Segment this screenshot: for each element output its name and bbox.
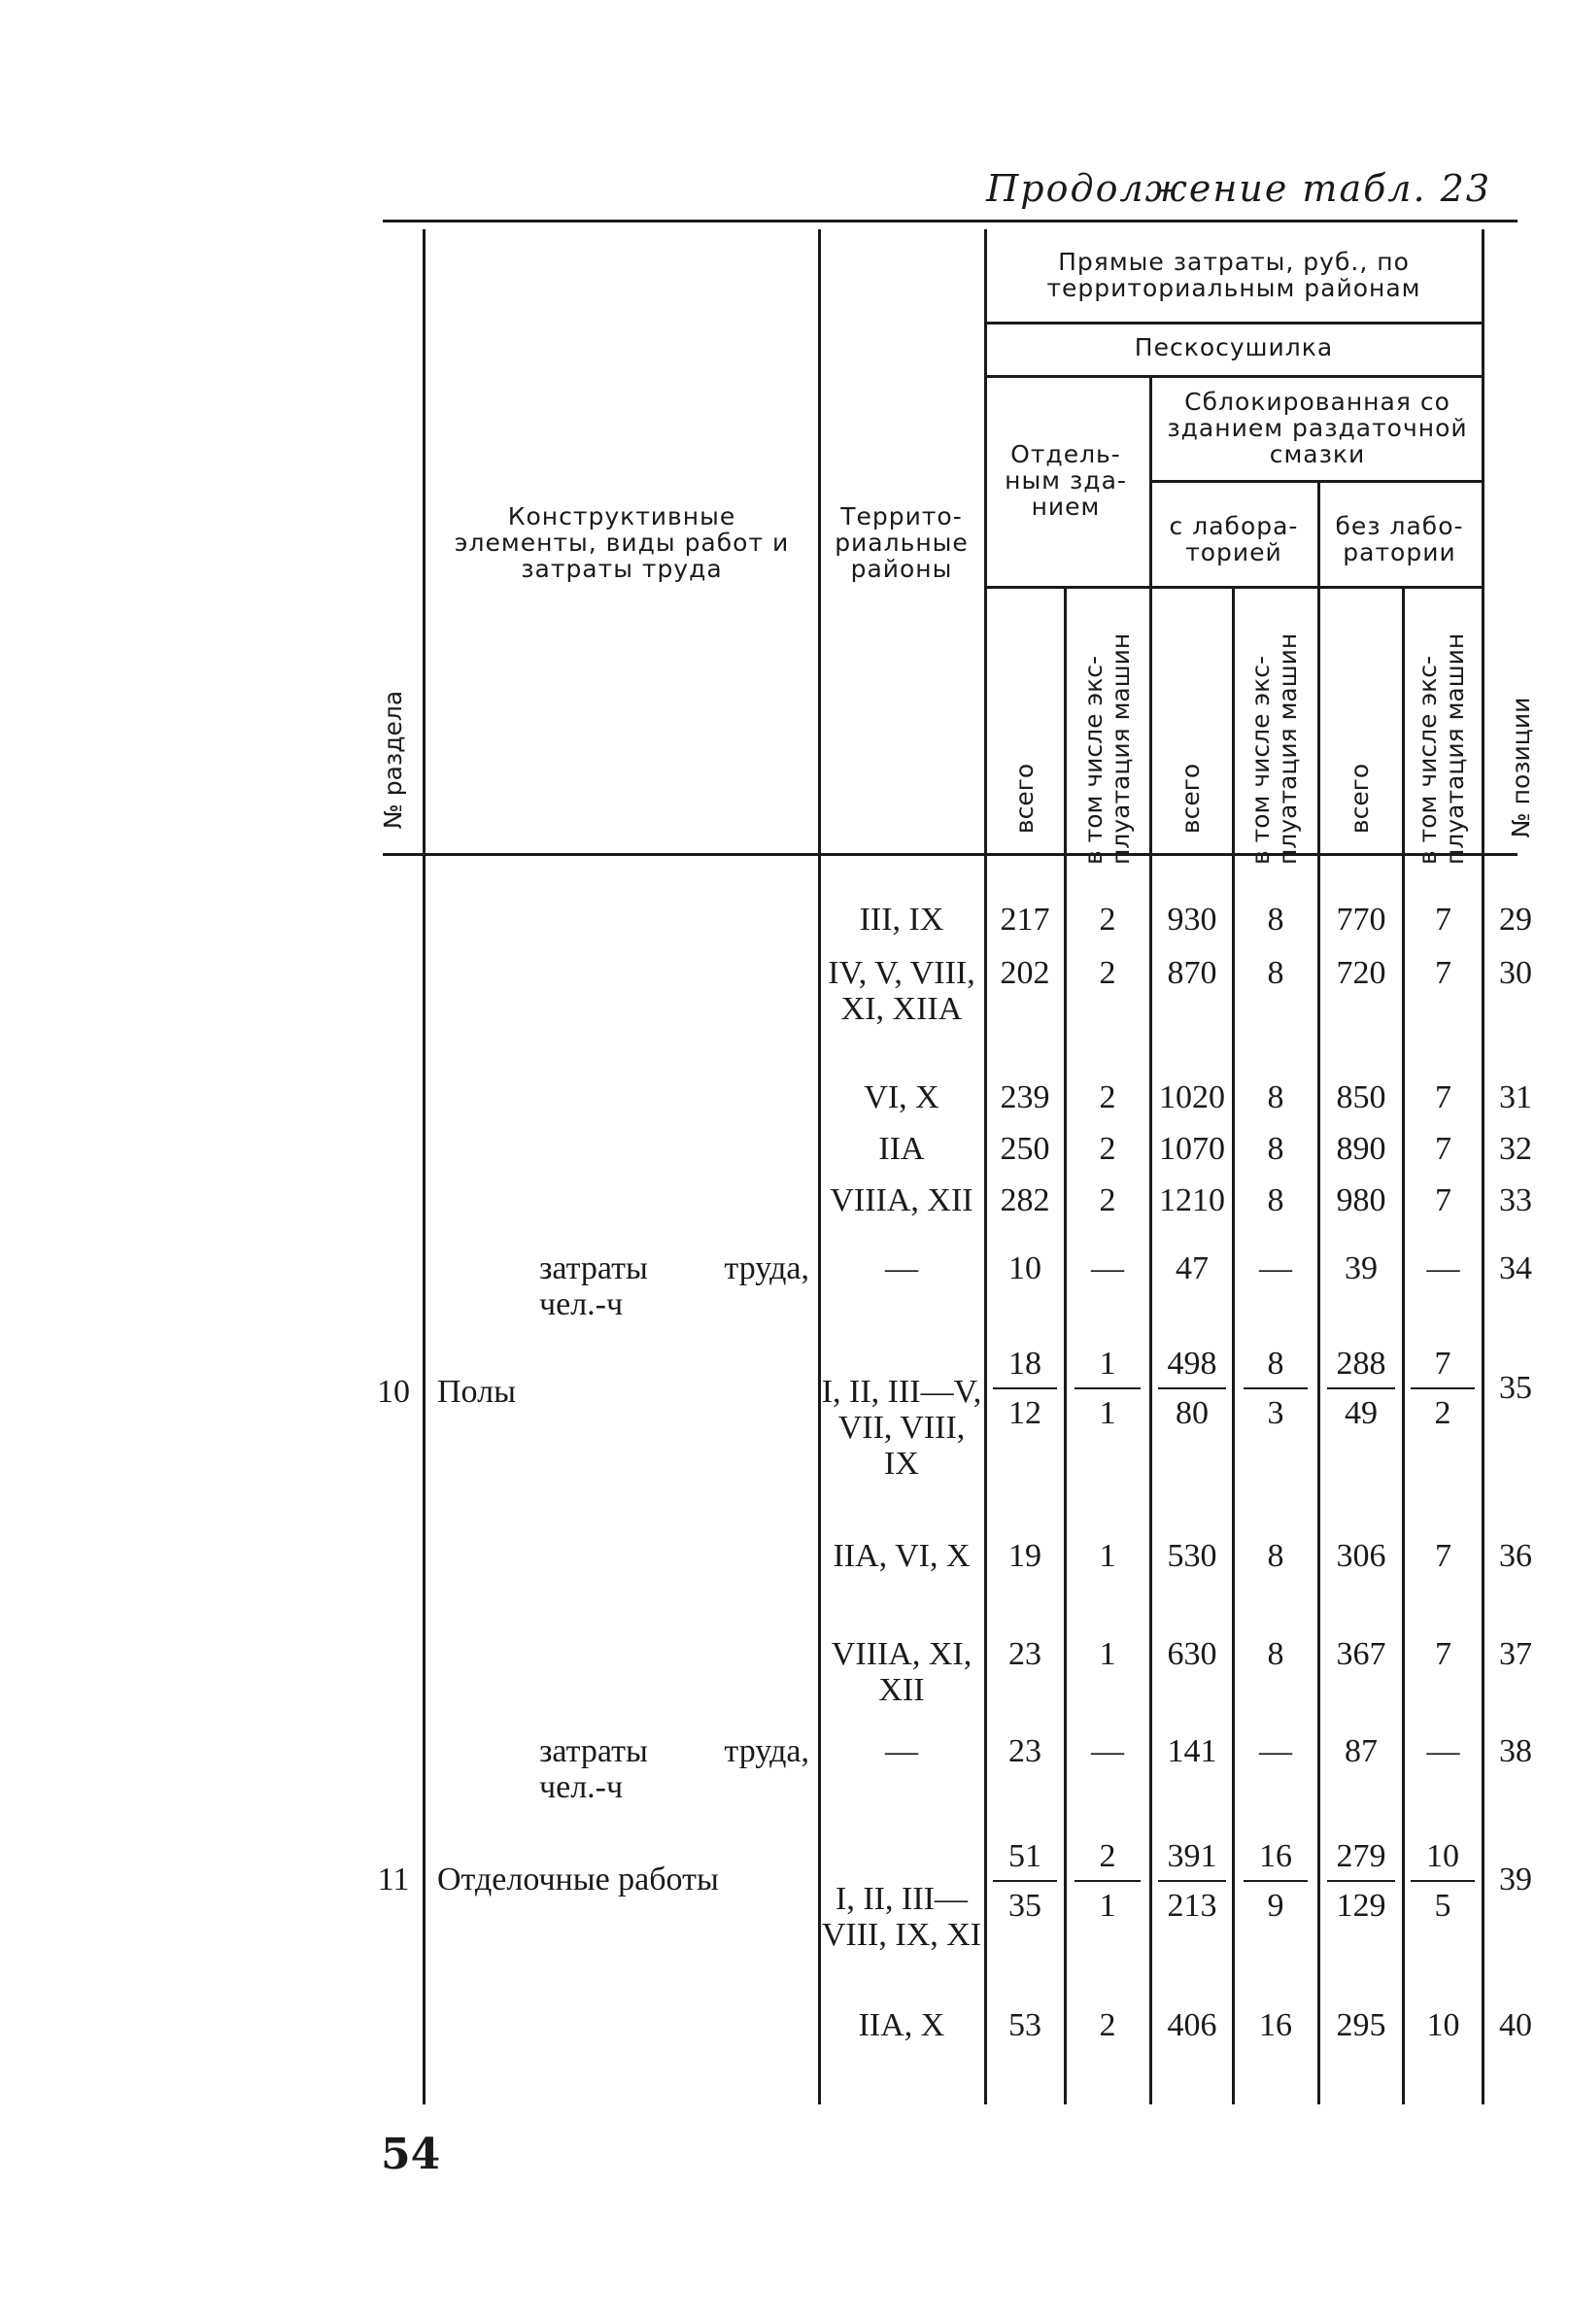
fraction-cell: [1411, 1838, 1475, 1924]
rule-under-sand-dryer: [986, 375, 1482, 378]
value-cell: 8: [1267, 1079, 1284, 1115]
labor-cost-label: затраты труда, чел.-ч: [539, 1250, 809, 1322]
header-with-lab: с лабора-торией: [1169, 512, 1299, 566]
value-cell: —: [1259, 1250, 1292, 1286]
value-cell: 7: [1435, 1538, 1451, 1574]
value-cell: 2: [1099, 1131, 1116, 1167]
value-cell: 406: [1167, 2007, 1217, 2043]
value-cell: 23: [1008, 1733, 1041, 1769]
value-cell: 8: [1267, 955, 1284, 991]
fraction-numerator: 279: [1327, 1838, 1395, 1882]
value-cell: 930: [1167, 902, 1217, 938]
fraction-denominator: 5: [1434, 1888, 1451, 1924]
region-cell: I, II, III—VIII, IX, XI: [821, 1881, 982, 1953]
position-cell: 37: [1499, 1636, 1532, 1672]
col-divider-6: [1232, 588, 1235, 2104]
region-cell: IIA: [878, 1131, 925, 1167]
fraction-cell: [1411, 1346, 1475, 1431]
value-cell: 2: [1099, 2007, 1116, 2043]
value-cell: 980: [1336, 1182, 1386, 1218]
value-cell: 8: [1267, 1636, 1284, 1672]
col-divider-3: [984, 229, 987, 2104]
header-section-no: № раздела: [379, 690, 407, 830]
value-cell: 10: [1426, 2007, 1460, 2043]
value-cell: 87: [1345, 1733, 1378, 1769]
fraction-cell: [1074, 1346, 1141, 1431]
position-cell: 36: [1499, 1538, 1532, 1574]
rule-under-direct-costs: [986, 322, 1482, 325]
col-divider-4: [1064, 588, 1067, 2104]
value-cell: 47: [1176, 1250, 1209, 1286]
region-cell: IIA, VI, X: [833, 1538, 971, 1574]
page-number: 54: [381, 2130, 441, 2179]
value-cell: 7: [1435, 955, 1451, 991]
value-cell: 141: [1167, 1733, 1217, 1769]
fraction-denominator: 12: [1008, 1395, 1041, 1431]
fraction-denominator: 35: [1008, 1888, 1041, 1924]
value-cell: 1: [1099, 1636, 1116, 1672]
value-cell: 367: [1336, 1636, 1386, 1672]
position-cell: 30: [1499, 955, 1532, 991]
value-cell: 1: [1099, 1538, 1116, 1574]
value-cell: —: [1426, 1250, 1460, 1286]
header-incl-machines-1: в том числе экс-плуатация машин: [1079, 632, 1135, 865]
value-cell: 1020: [1159, 1079, 1225, 1115]
value-cell: —: [1259, 1733, 1292, 1769]
region-cell: —: [885, 1733, 918, 1769]
value-cell: 720: [1336, 955, 1386, 991]
value-cell: 250: [1000, 1131, 1050, 1167]
value-cell: 39: [1345, 1250, 1378, 1286]
section-no: 11: [377, 1862, 410, 1897]
region-cell: IV, V, VIII, XI, XIIA: [828, 955, 975, 1027]
value-cell: 2: [1099, 1182, 1116, 1218]
section-no: 10: [377, 1374, 410, 1410]
header-direct-costs: Прямые затраты, руб., по территориальным районам: [1046, 248, 1421, 302]
position-cell: 31: [1499, 1079, 1532, 1115]
col-divider-7: [1317, 483, 1320, 2104]
position-cell: 32: [1499, 1131, 1532, 1167]
value-cell: 7: [1435, 1636, 1451, 1672]
header-elements: Конструктивные элементы, виды работ и затраты труда: [454, 502, 790, 583]
value-cell: 282: [1000, 1182, 1050, 1218]
header-total-3: всего: [1346, 763, 1374, 835]
header-separate-building: Отдель-ным зда-нием: [1005, 440, 1127, 521]
fraction-numerator: 10: [1411, 1838, 1475, 1882]
value-cell: 23: [1008, 1636, 1041, 1672]
value-cell: 8: [1267, 1538, 1284, 1574]
region-cell: VIIIA, XI, XII: [831, 1636, 972, 1708]
value-cell: 1210: [1159, 1182, 1225, 1218]
fraction-denominator: 213: [1167, 1888, 1217, 1924]
value-cell: 2: [1099, 1079, 1116, 1115]
header-total-1: всего: [1010, 763, 1039, 835]
fraction-denominator: 1: [1099, 1888, 1116, 1924]
fraction-numerator: 18: [993, 1346, 1057, 1389]
fraction-numerator: 1: [1074, 1346, 1141, 1389]
fraction-denominator: 9: [1267, 1888, 1284, 1924]
value-cell: 770: [1336, 902, 1386, 938]
fraction-numerator: 391: [1158, 1838, 1226, 1882]
header-without-lab: без лабо-ратории: [1335, 512, 1464, 566]
fraction-numerator: 8: [1244, 1346, 1308, 1389]
table-top-rule: [383, 220, 1518, 222]
fraction-denominator: 80: [1176, 1395, 1209, 1431]
value-cell: 16: [1259, 2007, 1292, 2043]
table-header-bottom-rule: [383, 853, 1518, 856]
region-cell: I, II, III—V, VII, VIII, IX: [821, 1374, 982, 1482]
header-position-no: № позиции: [1507, 697, 1535, 838]
fraction-denominator: 49: [1345, 1395, 1378, 1431]
section-name: Отделочные работы: [437, 1862, 719, 1897]
position-cell: 33: [1499, 1182, 1532, 1218]
position-cell: 39: [1499, 1862, 1532, 1897]
value-cell: 870: [1167, 955, 1217, 991]
value-cell: 1070: [1159, 1131, 1225, 1167]
fraction-numerator: 288: [1327, 1346, 1395, 1389]
header-sand-dryer: Пескосушилка: [1134, 333, 1334, 361]
value-cell: —: [1426, 1733, 1460, 1769]
fraction-numerator: 2: [1074, 1838, 1141, 1882]
position-cell: 40: [1499, 2007, 1532, 2043]
fraction-numerator: 16: [1244, 1838, 1308, 1882]
value-cell: 7: [1435, 1182, 1451, 1218]
value-cell: 10: [1008, 1250, 1041, 1286]
fraction-numerator: 7: [1411, 1346, 1475, 1389]
fraction-cell: [993, 1346, 1057, 1431]
fraction-cell: [993, 1838, 1057, 1924]
table-caption: Продолжение табл. 23: [986, 167, 1491, 210]
fraction-cell: [1244, 1346, 1308, 1431]
value-cell: 2: [1099, 955, 1116, 991]
labor-cost-label: затраты труда, чел.-ч: [539, 1733, 809, 1805]
fraction-denominator: 129: [1336, 1888, 1386, 1924]
position-cell: 34: [1499, 1250, 1532, 1286]
region-cell: III, IX: [859, 902, 944, 938]
value-cell: 8: [1267, 1182, 1284, 1218]
fraction-denominator: 1: [1099, 1395, 1116, 1431]
value-cell: 19: [1008, 1538, 1041, 1574]
value-cell: 202: [1000, 955, 1050, 991]
value-cell: 7: [1435, 1079, 1451, 1115]
col-divider-9: [1482, 229, 1484, 2104]
region-cell: VI, X: [864, 1079, 939, 1115]
fraction-cell: [1244, 1838, 1308, 1924]
value-cell: 2: [1099, 902, 1116, 938]
value-cell: —: [1091, 1733, 1124, 1769]
position-cell: 38: [1499, 1733, 1532, 1769]
fraction-cell: [1327, 1346, 1395, 1431]
header-blocked: Сблокированная со зданием раздаточной смазки: [1167, 388, 1468, 468]
value-cell: 890: [1336, 1131, 1386, 1167]
value-cell: 306: [1336, 1538, 1386, 1574]
position-cell: 35: [1499, 1370, 1532, 1406]
value-cell: 7: [1435, 902, 1451, 938]
value-cell: 217: [1000, 902, 1050, 938]
fraction-cell: [1074, 1838, 1141, 1924]
fraction-denominator: 2: [1434, 1395, 1451, 1431]
fraction-cell: [1158, 1346, 1226, 1431]
region-cell: IIA, X: [858, 2007, 945, 2043]
value-cell: 8: [1267, 1131, 1284, 1167]
fraction-cell: [1327, 1838, 1395, 1924]
section-name: Полы: [437, 1374, 516, 1410]
value-cell: 239: [1000, 1079, 1050, 1115]
header-total-2: всего: [1177, 763, 1205, 835]
col-divider-8: [1402, 588, 1405, 2104]
value-cell: 7: [1435, 1131, 1451, 1167]
value-cell: 53: [1008, 2007, 1041, 2043]
col-divider-2: [818, 229, 821, 2104]
header-incl-machines-3: в том числе экс-плуатация машин: [1414, 632, 1469, 865]
fraction-numerator: 498: [1158, 1346, 1226, 1389]
value-cell: 530: [1167, 1538, 1217, 1574]
fraction-denominator: 3: [1267, 1395, 1284, 1431]
region-cell: —: [885, 1250, 918, 1286]
header-incl-machines-2: в том числе экс-плуатация машин: [1246, 632, 1302, 865]
col-divider-5: [1149, 377, 1152, 2104]
value-cell: 630: [1167, 1636, 1217, 1672]
fraction-cell: [1158, 1838, 1226, 1924]
region-cell: VIIIA, XII: [830, 1182, 973, 1218]
value-cell: 850: [1336, 1079, 1386, 1115]
value-cell: 295: [1336, 2007, 1386, 2043]
position-cell: 29: [1499, 902, 1532, 938]
value-cell: 8: [1267, 902, 1284, 938]
fraction-numerator: 51: [993, 1838, 1057, 1882]
header-regions: Террито-риальные районы: [835, 502, 969, 583]
col-divider-1: [423, 229, 426, 2104]
value-cell: —: [1091, 1250, 1124, 1286]
